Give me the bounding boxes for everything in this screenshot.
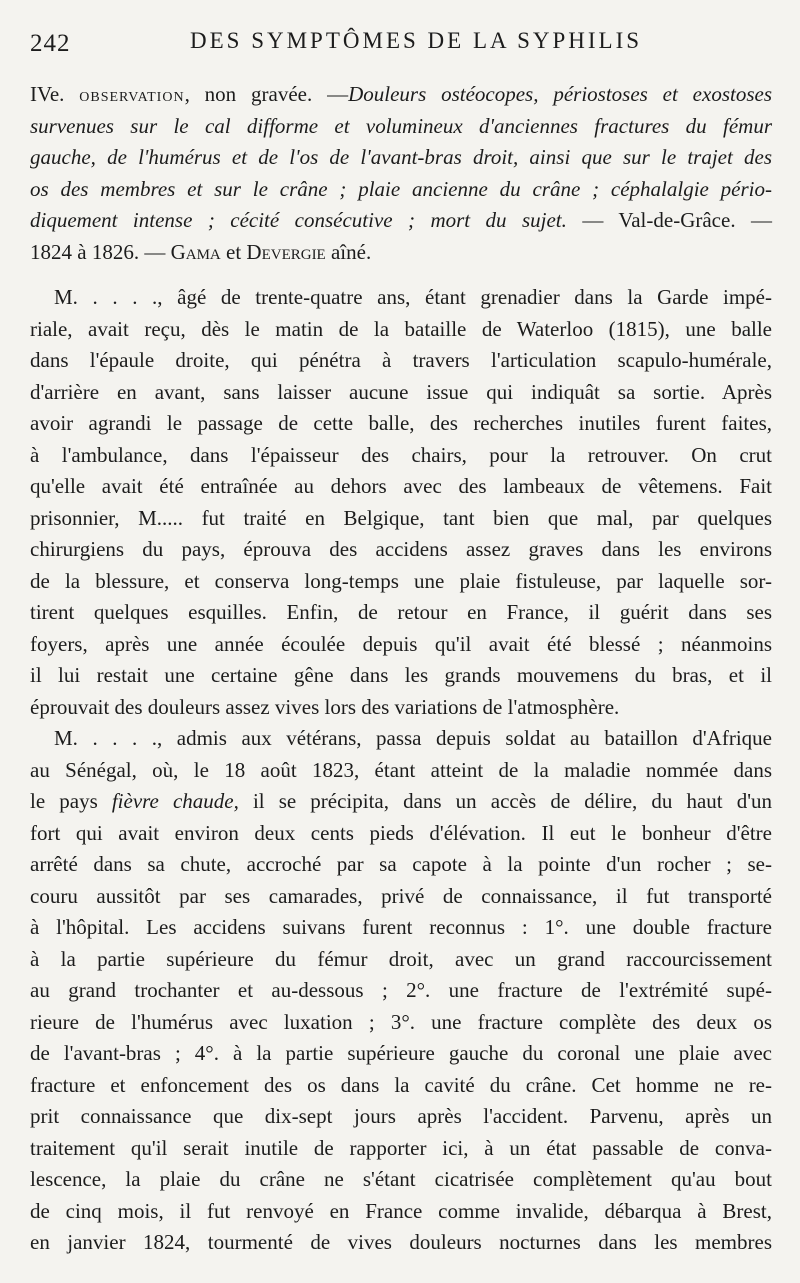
text-line: en janvier 1824, tourmenté de vives douleurs nocturnes dans les membres xyxy=(30,1230,772,1254)
page-number: 242 xyxy=(30,30,71,57)
text-line: de cinq mois, il fut renvoyé en France comme invalide, débarqua à Brest, xyxy=(30,1198,772,1223)
observation-title-line-1: Douleurs ostéocopes, périostoses et exostoses xyxy=(348,82,772,106)
paragraph-1 xyxy=(30,282,772,723)
text-line: arrêté dans sa chute, accroché par sa capote à la pointe d'un rocher ; se- xyxy=(30,852,772,876)
text-line: M. . . . ., âgé de trente-quatre ans, étant grenadier dans la Garde impé- xyxy=(54,285,772,309)
text-line: lescence, la plaie du crâne ne s'étant cicatrisée complètement qu'au bout xyxy=(30,1167,772,1191)
observation-title-line-3: gauche, de l'humérus et de l'os de l'avant-bras droit, ainsi que sur le trajet des xyxy=(30,145,772,169)
running-title: DES SYMPTÔMES DE LA SYPHILIS xyxy=(190,28,643,53)
observation-dates: 1824 à 1826. — xyxy=(30,239,166,264)
observation-status: , non gravée. — xyxy=(184,82,349,106)
text-line: au grand trochanter et au-dessous ; 2°. une fracture de l'extrémité supé- xyxy=(30,978,772,1002)
body-text xyxy=(30,79,772,1259)
text-fragment: il se précipita, dans un accès de délire, du haut d'un xyxy=(252,789,773,813)
text-fragment: le pays xyxy=(30,789,98,813)
author-conjunction: et xyxy=(226,239,242,264)
text-line: tirent quelques esquilles. Enfin, de retour en France, il guérit dans ses xyxy=(30,600,772,624)
text-line: qu'elle avait été entraînée au dehors avec des lambeaux de vêtemens. Fait xyxy=(30,474,772,498)
observation-title-line-4: os des membres et sur le crâne ; plaie ancienne du crâne ; céphalalgie pério- xyxy=(30,176,772,201)
observation-label: OBSERVATION xyxy=(79,90,185,105)
observation-location: — Val-de-Grâce. — xyxy=(582,208,773,232)
text-line: avoir agrandi le passage de cette balle, des recherches inutiles furent faites, xyxy=(30,411,772,435)
text-line: couru aussitôt par ses camarades, privé de connaissance, il fut transporté xyxy=(30,883,772,908)
text-line: M. . . . ., admis aux vétérans, passa depuis soldat au bataillon d'Afrique xyxy=(54,726,772,750)
text-line: traitement qu'il serait inutile de rapporter ici, à un état passable de conva- xyxy=(30,1135,772,1160)
author-devergie: Devergie xyxy=(246,239,326,264)
paragraph-2 xyxy=(30,723,772,1259)
text-line: dans l'épaule droite, qui pénétra à travers l'articulation scapulo-humérale, xyxy=(30,348,772,372)
observation-title-line-2: survenues sur le cal difforme et volumineux d'anciennes fractures du fémur xyxy=(30,113,772,138)
text-line: fracture et enfoncement des os dans la cavité du crâne. Cet homme ne re- xyxy=(30,1072,772,1097)
text-line: prit connaissance que dix-sept jours après l'accident. Parvenu, après un xyxy=(30,1104,772,1128)
text-line: de la blessure, et conserva long-temps une plaie fistuleuse, par laquelle sor- xyxy=(30,568,772,593)
text-line: à l'ambulance, dans l'épaisseur des chairs, pour la retrouver. On crut xyxy=(30,442,772,467)
text-line: à la partie supérieure du fémur droit, avec un grand raccourcissement xyxy=(30,946,772,971)
text-line: rieure de l'humérus avec luxation ; 3°. une fracture complète des deux os xyxy=(30,1009,772,1034)
text-line: prisonnier, M..... fut traité en Belgique, tant bien que mal, par quelques xyxy=(30,505,772,530)
text-line: d'arrière en avant, sans laisser aucune issue qui indiquât sa sortie. Après xyxy=(30,379,772,404)
text-line: riale, avait reçu, dès le matin de la bataille de Waterloo (1815), une balle xyxy=(30,316,772,341)
page-header xyxy=(30,28,770,62)
observation-numeral: IVe. xyxy=(30,82,65,106)
text-line: il lui restait une certaine gêne dans les grands mouvemens du bras, et il xyxy=(30,663,772,687)
observation-title-line-5: diquement intense ; cécité consécutive ; mort du sujet. xyxy=(30,208,567,232)
text-line: de l'avant-bras ; 4°. à la partie supérieure gauche du coronal une plaie avec xyxy=(30,1041,772,1065)
fievre-chaude-term: fièvre chaude, xyxy=(111,789,239,813)
author-suffix: aîné. xyxy=(330,239,372,264)
author-gama: Gama xyxy=(170,239,221,264)
text-line: à l'hôpital. Les accidens suivans furent reconnus : 1°. une double fracture xyxy=(30,915,772,939)
text-line: chirurgiens du pays, éprouva des accidens assez graves dans les environs xyxy=(30,537,772,561)
text-line: fort qui avait environ deux cents pieds d'élévation. Il eut le bonheur d'être xyxy=(30,820,772,845)
text-line: foyers, après une année écoulée depuis qu'il avait été blessé ; néanmoins xyxy=(30,631,772,656)
text-line: au Sénégal, où, le 18 août 1823, étant atteint de la maladie nommée dans xyxy=(30,757,772,782)
text-line: éprouvait des douleurs assez vives lors des variations de l'atmosphère. xyxy=(30,694,620,719)
observation-heading xyxy=(30,79,772,268)
